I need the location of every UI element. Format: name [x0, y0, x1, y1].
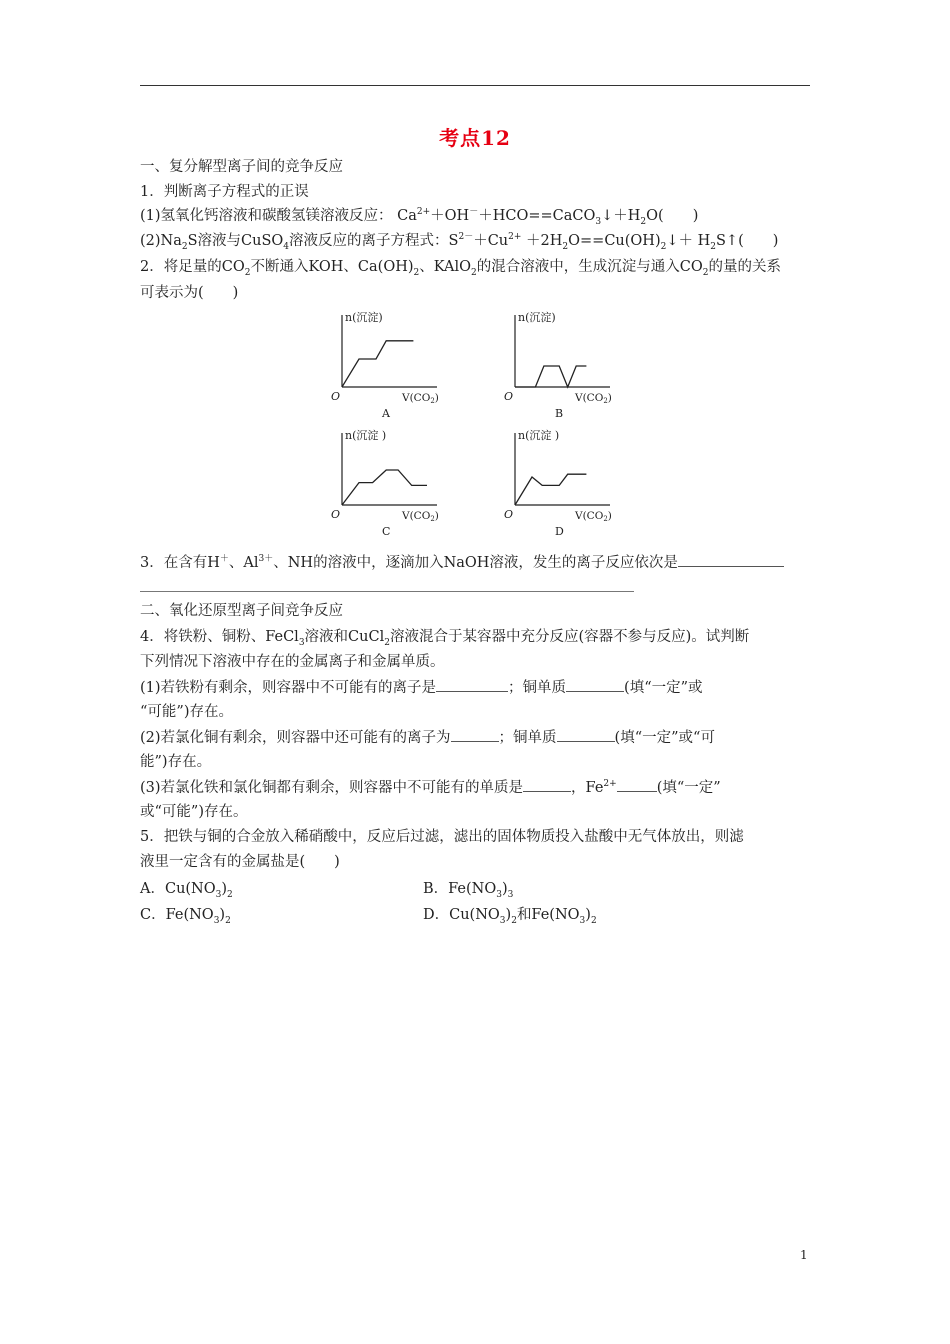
q4-part1-cont: “可能”)存在。 [140, 704, 233, 720]
chart-a-xlabel-subscript: 2 [430, 397, 435, 405]
chart-a-series-line [342, 341, 413, 387]
q4-part3: (3)若氯化铁和氯化铜都有剩余，则容器中不可能有的单质是 ，$Fe^{2+}$ (填“一定” [140, 777, 812, 798]
q4-2-ion-blank[interactable] [451, 727, 499, 742]
chart-b-xlabel-close: ) [607, 392, 612, 404]
precipitation-graphs [320, 305, 620, 545]
q5-option-a[interactable]: A．$Cu(NO_3)_2$ [140, 881, 233, 900]
chart-b-series-line [515, 366, 586, 387]
q4-3-fe-blank[interactable] [617, 777, 657, 792]
q4-part2: (2)若氯化铜有剩余，则容器中还可能有的离子为 ；铜单质 (填“一定”或“可 [140, 727, 812, 748]
q5-line1: 5．把铁与铜的合金放入稀硝酸中，反应后过滤，滤出的固体物质投入盐酸中无气体放出，则滤 [140, 829, 744, 845]
q2-line1: 2．将足量的$CO_2$不断通入KOH、$Ca(OH)_2$、KAlO$_2$的混合溶液中，生成沉淀与通入$CO_2$的量的关系 [140, 259, 781, 278]
chart-c-origin: O [331, 508, 341, 521]
section2-heading: 二、氧化还原型离子间竞争反应 [140, 603, 343, 619]
header-rule [140, 85, 810, 86]
chart-b-ylabel: n(沉淀) [518, 311, 556, 324]
page-number: 1 [800, 1248, 808, 1262]
chart-d-xlabel-close: ) [607, 510, 612, 522]
chart-c-panel-label: C [382, 525, 391, 538]
q4-part2-cont: 能”)存在。 [140, 754, 212, 770]
chart-a-panel-label: A [382, 407, 390, 420]
q3-answer-line[interactable] [140, 591, 634, 592]
q4-3-element-blank[interactable] [523, 777, 571, 792]
chart-a-origin: O [331, 390, 341, 403]
q4-1-copper-blank[interactable] [566, 677, 624, 692]
q5-line2: 液里一定含有的金属盐是( ) [140, 854, 340, 870]
chart-b-panel-label: B [555, 407, 564, 420]
q4-part1: (1)若铁粉有剩余，则容器中不可能有的离子是 ；铜单质 (填“一定”或 [140, 677, 812, 698]
chart-c-xlabel: V(CO2) [402, 510, 439, 523]
chart-d-ylabel: n(沉淀 ) [518, 429, 560, 442]
q5-option-c[interactable]: C．$Fe(NO_3)_2$ [140, 907, 231, 926]
chart-a-xlabel: V(CO2) [402, 392, 439, 405]
q1-item2: $(2)Na_2S$溶液与CuSO$_4$溶液反应的离子方程式：$S^{2-}+Cu^{2+}$ $+2H_2O==Cu(OH)_2↓+$ $H_2S↑$( ) [140, 232, 779, 252]
q4-line1: 4．将铁粉、铜粉、FeCl$_3$溶液和CuCl$_2$溶液混合于某容器中充分反应(容器不参与反应)。试判断 [140, 629, 750, 648]
q2-line2: 可表示为( ) [140, 285, 239, 301]
q4-line2: 下列情况下溶液中存在的金属离子和金属单质。 [140, 654, 445, 670]
chart-d-origin: O [504, 508, 514, 521]
q4-part3-cont: 或“可能”)存在。 [140, 804, 248, 820]
q1-item1: (1)氢氧化钙溶液和碳酸氢镁溶液反应： $Ca^{2+}+OH^-+HCO==CaCO_3↓+H_2O$( ) [140, 207, 699, 227]
q3-line: 3．在含有H＋、$Al^{3+}$、NH的溶液中，逐滴加入NaOH溶液，发生的离子反应依次是 [140, 552, 812, 573]
chart-d-series-line [515, 474, 586, 505]
chart-d-panel-label: D [555, 525, 564, 538]
chart-a-ylabel: n(沉淀) [345, 311, 383, 324]
chart-c-ylabel: n(沉淀 ) [345, 429, 387, 442]
chart-b-xlabel-subscript: 2 [603, 397, 608, 405]
q3-answer-blank[interactable] [678, 552, 784, 567]
chart-b-xlabel: V(CO2) [575, 392, 612, 405]
chart-c-xlabel-close: ) [434, 510, 439, 522]
q4-2-copper-blank[interactable] [557, 727, 615, 742]
section1-heading: 一、复分解型离子间的竞争反应 [140, 159, 343, 175]
q5-option-d[interactable]: D．$Cu(NO_3)_2$和$Fe(NO_3)_2$ [423, 907, 597, 926]
chart-b-origin: O [504, 390, 514, 403]
q4-1-ion-blank[interactable] [436, 677, 508, 692]
chart-a-xlabel-close: ) [434, 392, 439, 404]
q5-option-b[interactable]: B．$Fe(NO_3)_3$ [423, 881, 514, 900]
chart-c-series-line [342, 470, 427, 505]
chart-c-xlabel-subscript: 2 [430, 515, 435, 523]
chart-d-xlabel-subscript: 2 [603, 515, 608, 523]
page-title: 考点12 [439, 126, 511, 150]
chart-d-xlabel: V(CO2) [575, 510, 612, 523]
q1-stem: 1．判断离子方程式的正误 [140, 184, 309, 200]
